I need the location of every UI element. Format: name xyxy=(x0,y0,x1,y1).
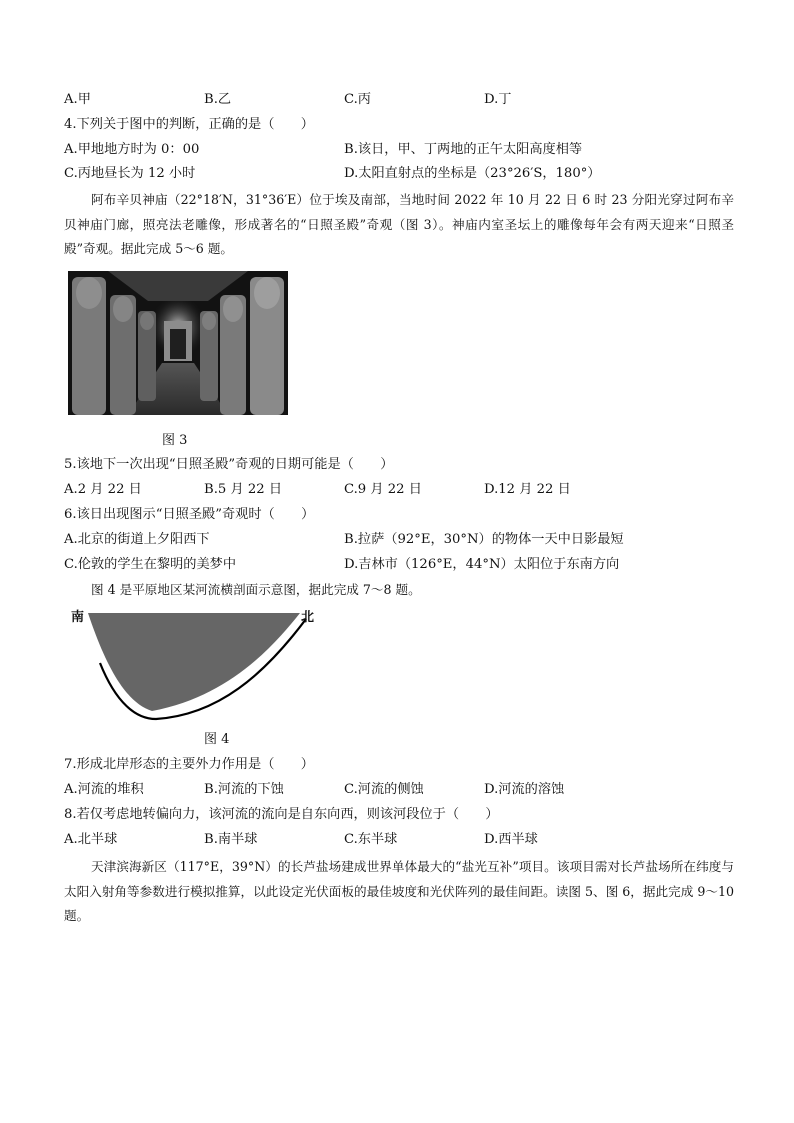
q4-option-b: B.该日，甲、丁两地的正午太阳高度相等 xyxy=(344,142,583,157)
q7-option-a: A.河流的堆积 xyxy=(64,782,144,797)
passage-abu-simbel: 阿布辛贝神庙（22°18′N，31°36′E）位于埃及南部，当地时间 2022 年 10 月 22 日 6 时 23 分阳光穿过阿布辛贝神庙门廊，照亮法老雕像，形成著名的“日照圣殿”奇观（图 3）。神庙内室圣坛上的雕像每年会有两天迎来“日照圣殿”奇观。据此完成 5～6 题。 xyxy=(64,192,734,256)
q6-option-b: B.拉萨（92°E，30°N）的物体一天中日影最短 xyxy=(344,532,624,547)
passage-salt-field: 天津滨海新区（117°E，39°N）的长芦盐场建成世界单体最大的“盐光互补”项目。该项目需对长芦盐场所在纬度与太阳入射角等参数进行模拟推算，以此设定光伏面板的最佳坡度和光伏阵列的最佳间距。读图 5、图 6，据此完成 9～10 题。 xyxy=(64,859,734,923)
passage-river: 图 4 是平原地区某河流横剖面示意图，据此完成 7～8 题。 xyxy=(91,582,421,597)
q5-stem: 5.该地下一次出现“日照圣殿”奇观的日期可能是（ ） xyxy=(64,457,394,472)
q7-option-c: C.河流的侧蚀 xyxy=(344,782,424,797)
q4-option-a: A.甲地地方时为 0：00 xyxy=(64,142,200,157)
q3-option-b: B.乙 xyxy=(204,92,232,107)
q5-option-b: B.5 月 22 日 xyxy=(204,482,283,497)
q7-option-d: D.河流的溶蚀 xyxy=(484,782,565,797)
q8-option-b: B.南半球 xyxy=(204,832,258,847)
q4-option-c: C.丙地昼长为 12 小时 xyxy=(64,166,196,181)
q8-option-d: D.西半球 xyxy=(484,832,538,847)
q8-option-a: A.北半球 xyxy=(64,832,118,847)
q6-option-a: A.北京的街道上夕阳西下 xyxy=(64,532,210,547)
south-label: 南 xyxy=(71,610,85,625)
river-cross-section-diagram xyxy=(68,607,324,725)
q6-stem: 6.该日出现图示“日照圣殿”奇观时（ ） xyxy=(64,507,315,522)
q6-option-d: D.吉林市（126°E，44°N）太阳位于东南方向 xyxy=(344,557,620,572)
figure-3-caption: 图 3 xyxy=(162,433,188,448)
q7-option-b: B.河流的下蚀 xyxy=(204,782,284,797)
q3-option-c: C.丙 xyxy=(344,92,371,107)
north-label: 北 xyxy=(301,610,315,625)
q4-stem: 4.下列关于图中的判断，正确的是（ ） xyxy=(64,117,314,132)
q5-option-c: C.9 月 22 日 xyxy=(344,482,422,497)
q7-stem: 7.形成北岸形态的主要外力作用是（ ） xyxy=(64,757,314,772)
q5-option-a: A.2 月 22 日 xyxy=(64,482,142,497)
q3-option-d: D.丁 xyxy=(484,92,512,107)
q8-stem: 8.若仅考虑地转偏向力，该河流的流向是自东向西，则该河段位于（ ） xyxy=(64,807,499,822)
q4-option-d: D.太阳直射点的坐标是（23°26′S，180°） xyxy=(344,166,601,181)
q5-option-d: D.12 月 22 日 xyxy=(484,482,571,497)
temple-photo xyxy=(68,271,288,415)
figure-4-caption: 图 4 xyxy=(204,732,230,747)
q6-option-c: C.伦敦的学生在黎明的美梦中 xyxy=(64,557,237,572)
q8-option-c: C.东半球 xyxy=(344,832,398,847)
q3-option-a: A.甲 xyxy=(64,92,91,107)
